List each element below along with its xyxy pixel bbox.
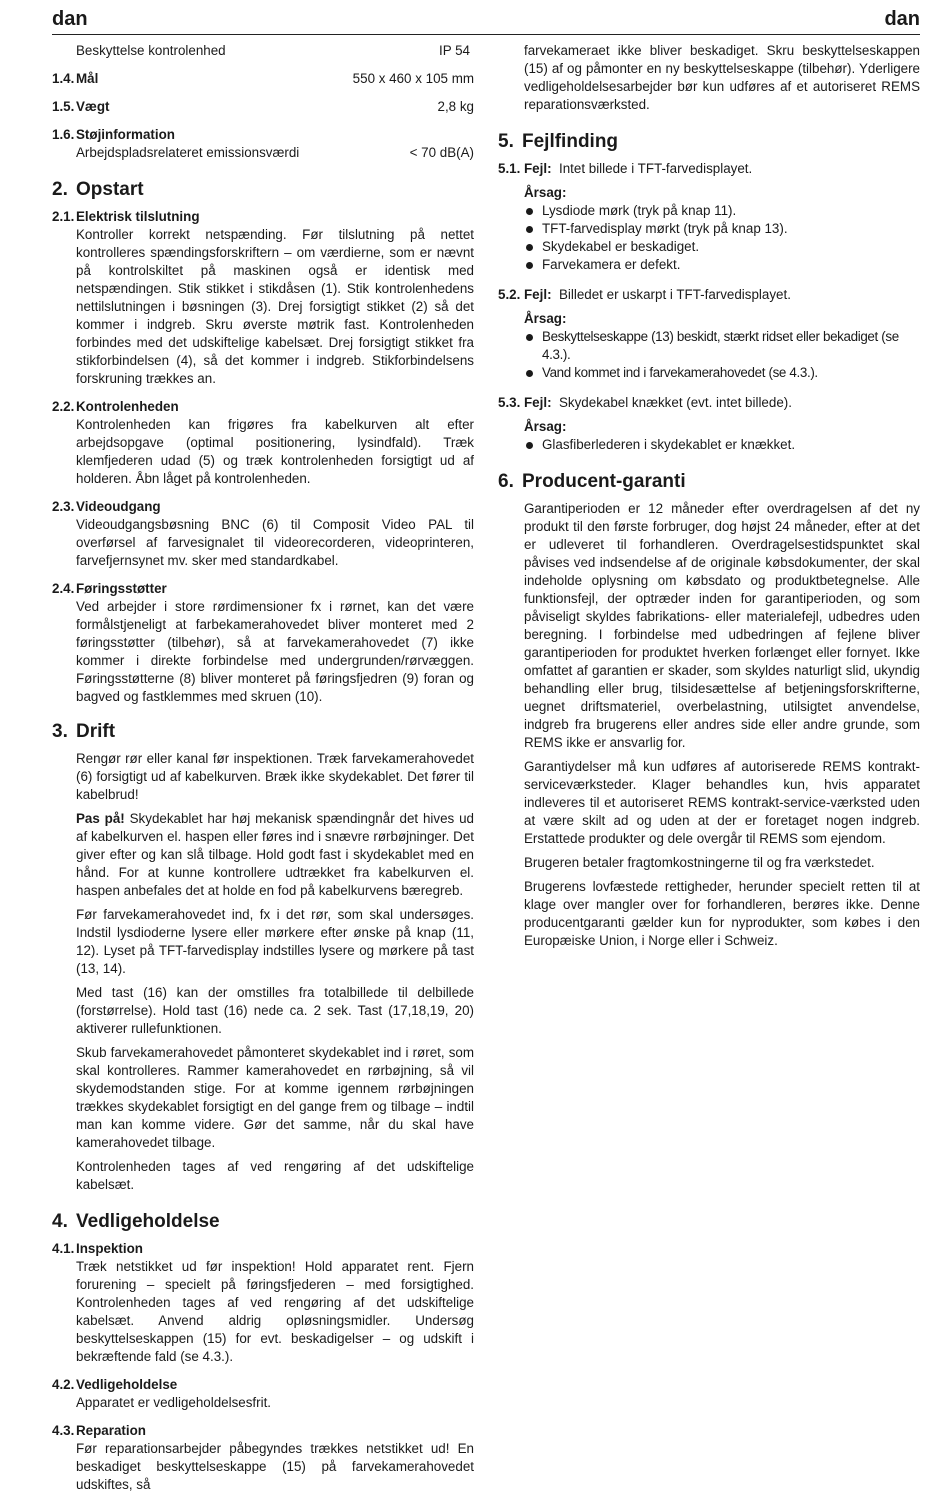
paragraph-warning: Pas på! Skydekablet har høj mekanisk spændingnår det hives ud af kabelkurven el. haspen eller føres ind i snævre rørbøjninger. Det giver efter og kan slå tilbage. Hold godt fast i skydekablet med en hånd. For at kunne kontrollere udtrækket fra kabelkurven el. haspen anbefales det at holde en fod på kabelkurvens bæregreb. xyxy=(76,811,474,898)
cause-list xyxy=(498,202,920,274)
paragraph: Træk netstikket ud før inspektion! Hold apparatet rent. Fjern forurening – specielt på føringsfjederen – med forsigtighed. Kontrolenheden tages af ved rengøring af det udskiftelige kabelsæt. Anvend aldrig opløsningsmidler. Undersøg beskyttelseskappen (15) for evt. beskadigelser – og udskift i bekræftende fald (se 4.3.). xyxy=(76,1259,474,1364)
spec-label: Beskyttelse kontrolenhed xyxy=(76,43,226,58)
paragraph: Før farvekamerahovedet ind, fx i det rør, som skal undersøges. Indstil lysdioderne lysere eller mørkere efter ønske på knap (11, 12). Lyset på TFT-farvedisplay indstilles lysere og mørkere på tast (13, 14). xyxy=(76,907,474,976)
list-item: Lysdiode mørk (tryk på knap 11). xyxy=(524,202,920,220)
fault-label: Fejl: xyxy=(524,287,552,302)
right-column xyxy=(498,42,920,950)
cause-list xyxy=(498,436,920,454)
paragraph: Garantiydelser må kun udføres af autoriserede REMS kontrakt-serviceværksteder. Klager behandles kun, hvis apparatet indleveres til et autoriseret REMS kontrakt-service-værksted uden at være skilt ad og uden at der er foretaget nogen indgreb. Erstattede produkter og dele overgår til REMS som ejendom. xyxy=(524,759,920,846)
spec-label: Mål xyxy=(76,71,99,86)
subsection-heading: 2.3. Videoudgang xyxy=(52,499,161,514)
spec-label: Støjinformation xyxy=(76,127,175,142)
section-heading-drift: 3. Drift xyxy=(52,721,116,742)
left-column xyxy=(52,42,474,1494)
spec-number: 1.4. xyxy=(52,71,75,86)
spec-value: 2,8 kg xyxy=(437,99,474,114)
paragraph: farvekameraet ikke bliver beskadiget. Skru beskyttelseskappen (15) af og påmonter en ny beskyttelseskappe (tilbehør). Yderligere vedligeholdelsesarbejder bør kun udføres af et autoriseret REMS reparationsværksted. xyxy=(524,43,920,112)
fault-line: 5.3. Fejl: Skydekabel knækket (evt. intet billede). xyxy=(498,395,792,410)
section-heading-producent-garanti: 6. Producent-garanti xyxy=(498,471,686,492)
cause-label: Årsag: xyxy=(524,311,567,326)
paragraph: Apparatet er vedligeholdelsesfrit. xyxy=(76,1395,272,1410)
list-item: Vand kommet ind i farvekamerahovedet (se 4.3.). xyxy=(524,364,920,382)
page-header xyxy=(52,8,920,35)
spec-protection xyxy=(52,42,474,60)
spec-noise xyxy=(52,126,474,144)
list-item: Glasfiberlederen i skydekablet er knækket. xyxy=(524,436,920,454)
language-label-right: dan xyxy=(884,8,920,30)
section-heading-opstart: 2. Opstart xyxy=(52,179,144,200)
section-heading-fejlfinding: 5. Fejlfinding xyxy=(498,131,619,152)
fault-label: Fejl: xyxy=(524,395,552,410)
list-item: TFT-farvedisplay mørkt (tryk på knap 13). xyxy=(524,220,920,238)
subsection-heading: 4.2. Vedligeholdelse xyxy=(52,1377,178,1392)
spec-number: 1.5. xyxy=(52,99,75,114)
cause-label: Årsag: xyxy=(524,419,567,434)
fault-text: Billedet er uskarpt i TFT-farvedisplayet. xyxy=(558,287,791,302)
list-item: Beskyttelseskappe (13) beskidt, stærkt ridset eller bekadiget (se 4.3.). xyxy=(524,328,920,364)
spec-number: 1.6. xyxy=(52,127,75,142)
fault-line: 5.2. Fejl: Billedet er uskarpt i TFT-farvedisplayet. xyxy=(498,287,791,302)
paragraph: Ved arbejder i store rørdimensioner fx i rørnet, kan det være formålstjeneligt at farbekamerahovedet bliver monteret med 2 føringsstøtter (tilbehør), så at farvekamerahovedet (7) ikke kommer i direkte forbindelse med undergrunden/rørvæggen. Føringsstøtterne (8) bliver monteret på føringsfjedren (9) foran og bagved og fastklemmes med skruen (10). xyxy=(76,599,474,704)
language-label-left: dan xyxy=(52,8,88,30)
section-heading-vedligeholdelse: 4. Vedligeholdelse xyxy=(52,1211,220,1232)
list-item: Farvekamera er defekt. xyxy=(524,256,920,274)
cause-list xyxy=(498,328,920,382)
paragraph: Rengør rør eller kanal før inspektionen. Træk farvekamerahovedet (6) forsigtigt ud af kabelkurven. Bræk ikke skydekablet. Det fører til kabelbrud! xyxy=(76,751,474,802)
cause-label: Årsag: xyxy=(524,185,567,200)
paragraph: Kontroller korrekt netspænding. Før tilslutning på nettet kontrolleres spændingsforskriftern – om værdierne, som er nævnt på kontrolskiltet på maskinen også er identisk med netspændingen. Stik stikket i stikdåsen (1). Stik kontrolenhedens nettilslutningen i bøsningen (3). Drej forsigtigt stikket (2) så det kommer i indgreb. Skru øverste møtrik fast. Kontrolenheden forbindes med det udskiftelige kabelsæt. Drej forsigtigt stikket fra stikforbindelsen (4), så det kommer i indgreb. Stikforbindelsens forskruning trækkes an. xyxy=(76,227,474,386)
spec-value: IP 54 xyxy=(438,43,470,58)
list-item: Skydekabel er beskadiget. xyxy=(524,238,920,256)
fault-line: 5.1. Fejl: Intet billede i TFT-farvedisplayet. xyxy=(498,161,753,176)
spec-value: 550 x 460 x 105 mm xyxy=(352,71,474,86)
paragraph: Skub farvekamerahovedet påmonteret skydekablet ind i røret, som skal kontrolleres. Rammer kamerahovedet en rørbøjning, så vil skydemodstanden stige. For at komme igennem rørbøjningen trækkes skydekablet forsigtigt en del gange frem og tilbage – indtil man kan komme videre. Gør det samme, når du skal have kamerahovedet tilbage. xyxy=(76,1045,474,1150)
spec-sub-label: Arbejdspladsrelateret emissionsværdi xyxy=(76,145,300,160)
paragraph: Garantiperioden er 12 måneder efter overdragelsen af det ny produkt til den første forbruger, dog højst 24 måneder, efter at det er udleveret til forhandleren. Overdragelsestidspunktet skal påvises ved indsendelse af de originale købsdokumenter, der skal indeholde oplysning om købsdato og produktbetegnelse. Alle funktionsfejl, der optræder inden for garantiperioden, og som påviseligt skyldes fabrikations- eller materialefejl, udbedres uden beregning. I forbindelse med udbedringen af fejlene bliver garantiperioden for produktet hverken forlænget eller fornyet. Ikke omfattet af garantien er skader, som skyldes naturligt slid, ukyndig behandling eller brug, tilsidesættelse af betjeningsforskrifterne, uegnet driftsmateriel, overbelastning, utilsigtet anvendelse, indgreb fra brugerens eller andres side eller andre grunde, som REMS ikke er ansvarlig for. xyxy=(524,501,920,750)
subsection-heading: 2.1. Elektrisk tilslutning xyxy=(52,209,200,224)
spec-label: Vægt xyxy=(76,99,110,114)
paragraph: Kontrolenheden tages af ved rengøring af det udskiftelige kabelsæt. xyxy=(76,1159,474,1192)
fault-label: Fejl: xyxy=(524,161,552,176)
paragraph: Brugeren betaler fragtomkostningerne til og fra værkstedet. xyxy=(524,855,875,870)
paragraph: Med tast (16) kan der omstilles fra totalbillede til delbillede (forstørrelse). Hold tast (16) nede ca. 2 sek. Tast (17,18,19, 20) aktiverer rullefunktionen. xyxy=(76,985,474,1036)
paragraph: Videoudgangsbøsning BNC (6) til Composit Video PAL til overførsel af farvesignalet til videorecorderen, videoprinteren, farvefjernsynet mv. sker med standardkabel. xyxy=(76,517,474,568)
fault-text: Intet billede i TFT-farvedisplayet. xyxy=(558,161,753,176)
paragraph: Brugerens lovfæstede rettigheder, herunder specielt retten til at klage over mangler over for forhandleren, berøres ikke. Denne producentgaranti gælder kun for nyprodukter, som købes i den Europæiske Union, i Norge eller i Schweiz. xyxy=(524,879,920,948)
fault-text: Skydekabel knækket (evt. intet billede). xyxy=(558,395,792,410)
subsection-heading: 4.3. Reparation xyxy=(52,1423,146,1438)
paragraph: Før reparationsarbejder påbegyndes trækkes netstikket ud! En beskadiget beskyttelseskappe (15) på farvekamerahovedet udskiftes, så xyxy=(76,1441,474,1492)
subsection-heading: 2.4. Føringsstøtter xyxy=(52,581,167,596)
spec-size xyxy=(52,70,474,88)
spec-noise-value-row xyxy=(52,144,474,162)
subsection-heading: 4.1. Inspektion xyxy=(52,1241,143,1256)
warning-label: Pas på! xyxy=(76,811,125,826)
spec-value: < 70 dB(A) xyxy=(409,145,474,160)
subsection-heading: 2.2. Kontrolenheden xyxy=(52,399,179,414)
spec-weight xyxy=(52,98,474,116)
paragraph: Kontrolenheden kan frigøres fra kabelkurven alt efter arbejdsopgave (optimal positionering, lysindfald). Træk klemfjederen udad (5) og træk kontrolenheden forsigtigt ud af holderen. Åbn låget på kontrolenheden. xyxy=(76,417,474,486)
